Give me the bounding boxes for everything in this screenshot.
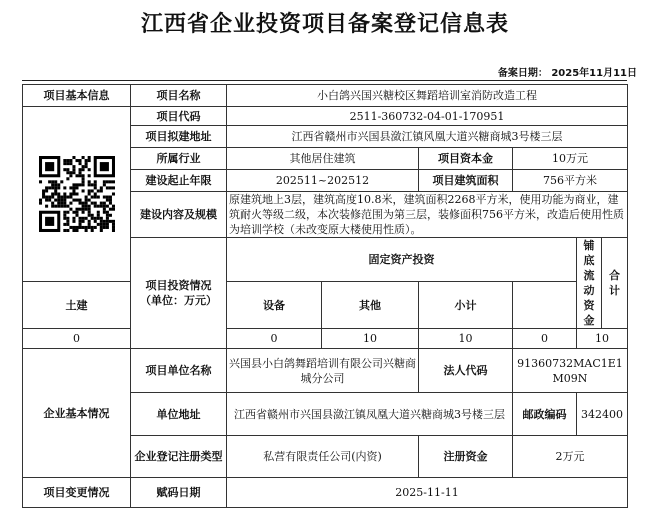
project-capital-value: 10万元 <box>513 148 628 170</box>
investment-header-equipment: 设备 <box>227 282 322 329</box>
building-area-label: 项目建筑面积 <box>419 170 513 192</box>
project-site-label: 项目拟建地址 <box>131 126 227 148</box>
period-label: 建设起止年限 <box>131 170 227 192</box>
legal-code-value: 91360732MAC1E1M09N <box>513 349 628 393</box>
postcode-value: 342400 <box>577 393 628 436</box>
section-investment-label: 项目投资情况 （单位：万元） <box>131 238 227 349</box>
section-enterprise-label: 企业基本情况 <box>23 349 131 478</box>
building-area-value: 756平方米 <box>513 170 628 192</box>
project-capital-label: 项目资本金 <box>419 148 513 170</box>
page-title: 江西省企业投资项目备案登记信息表 <box>140 12 509 37</box>
working-capital-label: 铺底流动资金 <box>577 238 602 329</box>
investment-header-other: 其他 <box>322 282 419 329</box>
project-code-value: 2511-360732-04-01-170951 <box>227 107 628 126</box>
working-capital-value: 0 <box>513 329 577 349</box>
qr-code-cell <box>23 107 131 282</box>
reg-capital-label: 注册资金 <box>419 436 513 478</box>
unit-name-value: 兴国县小白鸽舞蹈培训有限公司兴糖商城分公司 <box>227 349 419 393</box>
period-value: 202511~202512 <box>227 170 419 192</box>
investment-value-subtotal: 10 <box>419 329 513 349</box>
fixed-assets-label: 固定资产投资 <box>227 238 577 282</box>
unit-name-label: 项目单位名称 <box>131 349 227 393</box>
reg-type-label: 企业登记注册类型 <box>131 436 227 478</box>
investment-value-civil: 0 <box>23 329 131 349</box>
industry-label: 所属行业 <box>131 148 227 170</box>
total-value: 10 <box>577 329 628 349</box>
unit-address-label: 单位地址 <box>131 393 227 436</box>
project-code-label: 项目代码 <box>131 107 227 126</box>
project-site-value: 江西省赣州市兴国县潋江镇风凰大道兴糖商城3号楼三层 <box>227 126 628 148</box>
content-value: 原建筑地上3层，建筑高度10.8米，建筑面积2268平方米，使用功能为商业，建筑耐火等级二级，本次装修范围为第三层，装修面积756平方米，改造后使用性质为培训学校（未改变原大楼使用性质）。 <box>227 192 628 238</box>
qr-code-icon <box>25 156 128 232</box>
project-name-value: 小白鸽兴国兴糖校区舞蹈培训室消防改造工程 <box>227 85 628 107</box>
code-date-value: 2025-11-11 <box>227 478 628 508</box>
investment-value-other: 10 <box>322 329 419 349</box>
postcode-label: 邮政编码 <box>513 393 577 436</box>
section-change-label: 项目变更情况 <box>23 478 131 508</box>
project-name-label: 项目名称 <box>131 85 227 107</box>
reg-capital-value: 2万元 <box>513 436 628 478</box>
total-label: 合计 <box>602 238 628 329</box>
section-basic-label: 项目基本信息 <box>23 85 131 107</box>
filing-date: 备案日期： 2025年11月11日 <box>497 68 637 79</box>
investment-value-equipment: 0 <box>227 329 322 349</box>
content-label: 建设内容及规模 <box>131 192 227 238</box>
investment-header-civil: 土建 <box>23 282 131 329</box>
industry-value: 其他居住建筑 <box>227 148 419 170</box>
legal-code-label: 法人代码 <box>419 349 513 393</box>
header-rule <box>22 80 627 81</box>
unit-address-value: 江西省赣州市兴国县潋江镇凤凰大道兴糖商城3号楼三层 <box>227 393 513 436</box>
investment-header-subtotal: 小计 <box>419 282 513 329</box>
reg-type-value: 私营有限责任公司(内资) <box>227 436 419 478</box>
code-date-label: 赋码日期 <box>131 478 227 508</box>
registration-table <box>22 84 628 508</box>
